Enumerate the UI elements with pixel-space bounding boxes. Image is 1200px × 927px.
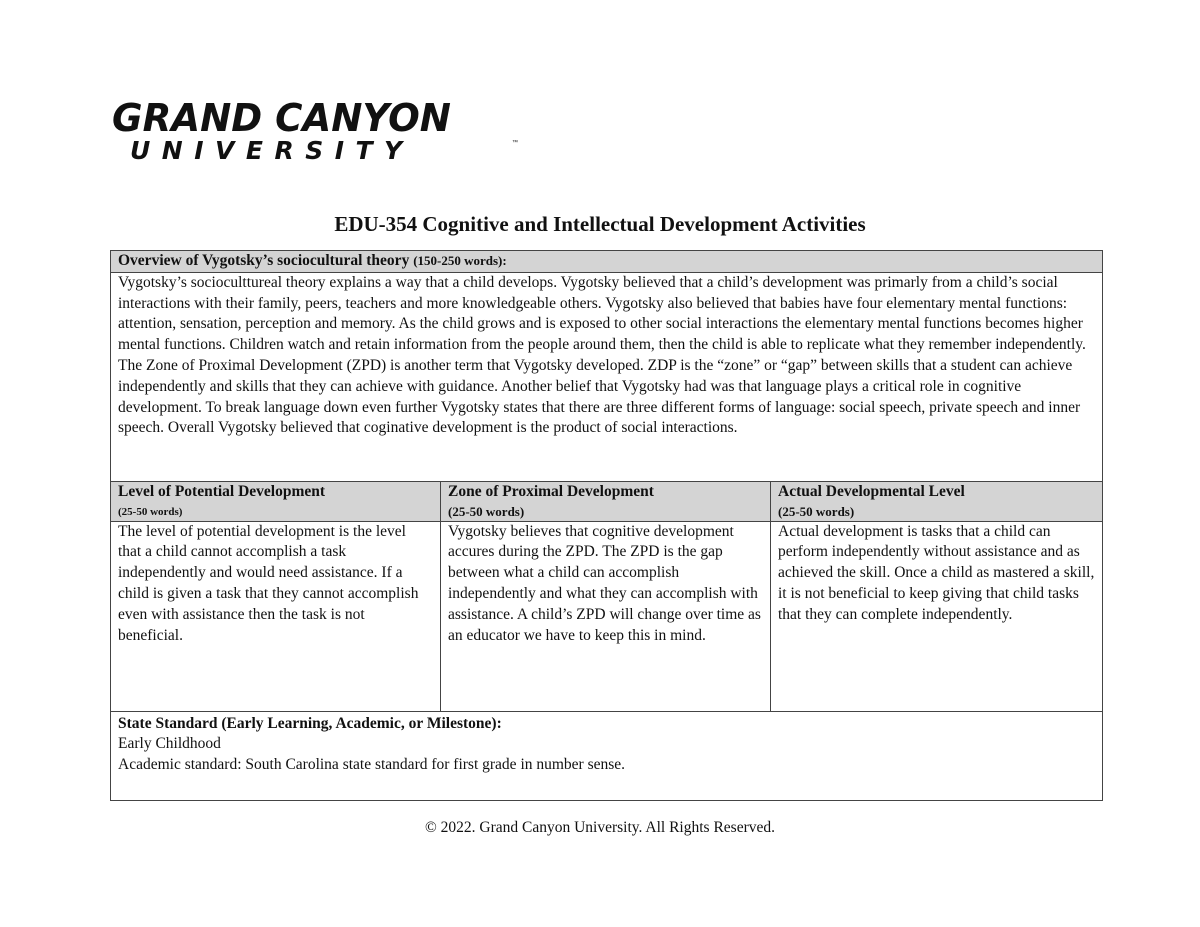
logo-wordmark-university: UNIVERSITY bbox=[130, 136, 414, 165]
column-word-count-actual: (25-50 words) bbox=[778, 503, 855, 519]
copyright-footer: © 2022. Grand Canyon University. All Rights Reserved. bbox=[424, 819, 775, 836]
column-header-zpd bbox=[441, 481, 771, 521]
column-word-count-potential: (25-50 words) bbox=[118, 505, 183, 518]
standard-cell bbox=[111, 711, 1103, 800]
overview-text: Vygotsky’s socioculttureal theory explains a way that a child develops. Vygotsky believed that a child’s development was primarly from a child’s social interactions with their family, peers, teachers and more knowledgeable others. Vygotsky also believed that babies have four elementary mental functions: attention, sensation, perception and memory. As the child grows and is exposed to other social interactions the elementary mental functions becomes higher mental functions. Children watch and retain information from the people around them, then the child is able to replicate what they remember independently. The Zone of Proximal Development (ZPD) is another term that Vygotsky developed. ZDP is the “zone” or “gap” between skills that a student can achieve independently and skills that they can achieve with guidance. Another belief that Vygotsky had was that language plays a critical role in cognitive development. To break language down even further Vygotsky states that there are three different forms of language: social speech, private speech and inner speech. Overall Vygotsky believed that coginative development is the product of social interactions. bbox=[118, 273, 1086, 437]
column-header-actual bbox=[771, 481, 1103, 521]
columns-body-row bbox=[111, 521, 1103, 711]
overview-word-count: (150-250 words): bbox=[413, 253, 507, 268]
standard-heading: State Standard (Early Learning, Academic, or Milestone): bbox=[118, 714, 502, 732]
columns-header-row bbox=[111, 481, 1103, 521]
column-heading-potential: Level of Potential Development bbox=[118, 482, 326, 500]
overview-heading: Overview of Vygotsky’s sociocultural theory bbox=[118, 252, 410, 269]
column-header-potential bbox=[111, 481, 441, 521]
column-text-actual: Actual development is tasks that a child can perform independently without assistance and as achieved the skill. Once a child as mastered a skill, it is not beneficial to keep giving that child tasks that they can complete independently. bbox=[778, 522, 1095, 623]
overview-header-cell bbox=[111, 251, 1103, 273]
overview-body-row bbox=[111, 272, 1103, 481]
standard-line-1: Early Childhood bbox=[118, 735, 221, 753]
logo-wordmark-grand-canyon: GRAND CANYON bbox=[112, 96, 451, 140]
activity-table bbox=[110, 250, 1103, 801]
university-logo bbox=[112, 96, 518, 168]
column-body-actual bbox=[771, 521, 1103, 711]
standard-row bbox=[111, 711, 1103, 800]
column-body-potential bbox=[111, 521, 441, 711]
column-word-count-zpd: (25-50 words) bbox=[448, 503, 525, 519]
overview-header-row bbox=[111, 251, 1103, 273]
overview-body-cell bbox=[111, 272, 1103, 481]
logo-trademark: ™ bbox=[512, 140, 518, 146]
column-text-potential: The level of potential development is the level that a child cannot accomplish a task independently and would need assistance. If a child is given a task that they cannot accomplish even with assistance then the task is not beneficial. bbox=[118, 522, 419, 644]
column-heading-actual: Actual Developmental Level bbox=[778, 482, 965, 500]
standard-line-2: Academic standard: South Carolina state standard for first grade in number sense. bbox=[118, 756, 626, 774]
column-text-zpd: Vygotsky believes that cognitive development accures during the ZPD. The ZPD is the gap between what a child can accomplish independently and what they can accomplish with assistance. A child’s ZPD will change over time as an educator we have to keep this in mind. bbox=[448, 522, 761, 644]
column-body-zpd bbox=[441, 521, 771, 711]
document-title: EDU-354 Cognitive and Intellectual Development Activities bbox=[334, 212, 866, 236]
standard-content bbox=[118, 714, 1095, 800]
column-heading-zpd: Zone of Proximal Development bbox=[448, 482, 654, 500]
